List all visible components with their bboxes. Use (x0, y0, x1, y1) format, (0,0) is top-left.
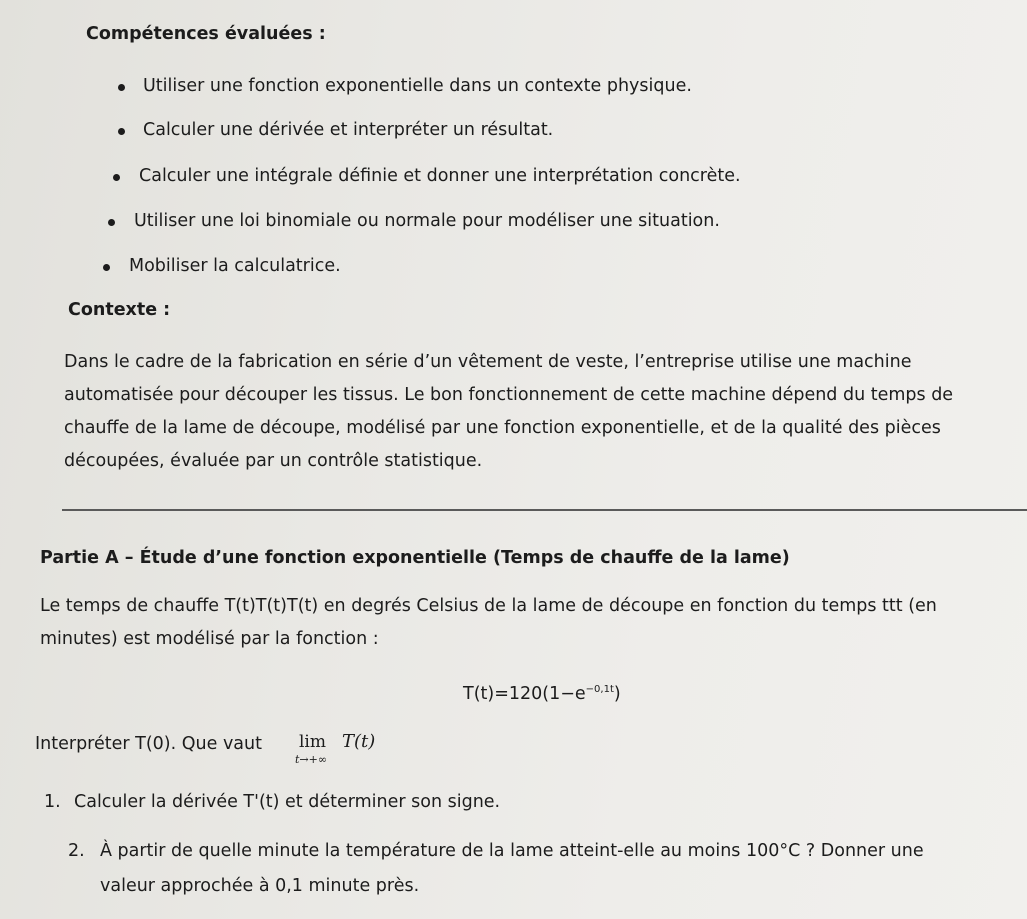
contexte-line: découpées, évaluée par un contrôle statistique. (64, 451, 483, 471)
contexte-line: Dans le cadre de la fabrication en série d’un vêtement de veste, l’entreprise utilise une machine (64, 352, 912, 372)
interpret-question: Interpréter T(0). Que vaut (35, 734, 262, 754)
formula (463, 684, 621, 704)
competence-item: Calculer une intégrale définie et donner une interprétation concrète. (139, 166, 741, 186)
formula-exponent: −0,1t (585, 684, 614, 696)
section-divider (62, 509, 1027, 511)
intro-line: Le temps de chauffe T(t)T(t)T(t) en degrés Celsius de la lame de découpe en fonction du temps ttt (en (40, 596, 937, 616)
contexte-line: chauffe de la lame de découpe, modélisé par une fonction exponentielle, et de la qualité des pièces (64, 418, 941, 438)
question-1-number: 1. (44, 792, 61, 812)
question-1-text: Calculer la dérivée T'(t) et déterminer son signe. (74, 792, 501, 812)
partie-a-heading: Partie A – Étude d’une fonction exponentielle (Temps de chauffe de la lame) (40, 548, 790, 568)
bullet-icon (118, 128, 125, 135)
bullet-icon (108, 219, 115, 226)
competence-item: Calculer une dérivée et interpréter un résultat. (143, 120, 554, 140)
formula-main: T(t)=120(1−e (463, 684, 586, 704)
contexte-line: automatisée pour découper les tissus. Le bon fonctionnement de cette machine dépend du temps de (64, 385, 954, 405)
lim-subscript: t→+∞ (295, 753, 328, 766)
question-2-line: valeur approchée à 0,1 minute près. (100, 876, 420, 896)
limit-expression (295, 732, 328, 766)
formula-close: ) (613, 684, 621, 704)
lim-word: lim (299, 732, 326, 752)
intro-line: minutes) est modélisé par la fonction : (40, 629, 379, 649)
competence-item: Utiliser une loi binomiale ou normale pour modéliser une situation. (134, 211, 720, 231)
bullet-icon (113, 174, 120, 181)
contexte-heading: Contexte : (68, 300, 171, 320)
bullet-icon (118, 84, 125, 91)
question-2-line: À partir de quelle minute la température de la lame atteint-elle au moins 100°C ? Donner une (100, 841, 924, 861)
competence-item: Mobiliser la calculatrice. (129, 256, 341, 276)
question-2-number: 2. (68, 841, 85, 861)
competences-heading: Compétences évaluées : (86, 24, 326, 44)
bullet-icon (103, 264, 110, 271)
competence-item: Utiliser une fonction exponentielle dans un contexte physique. (143, 76, 692, 96)
lim-expr: T(t) (342, 731, 376, 752)
